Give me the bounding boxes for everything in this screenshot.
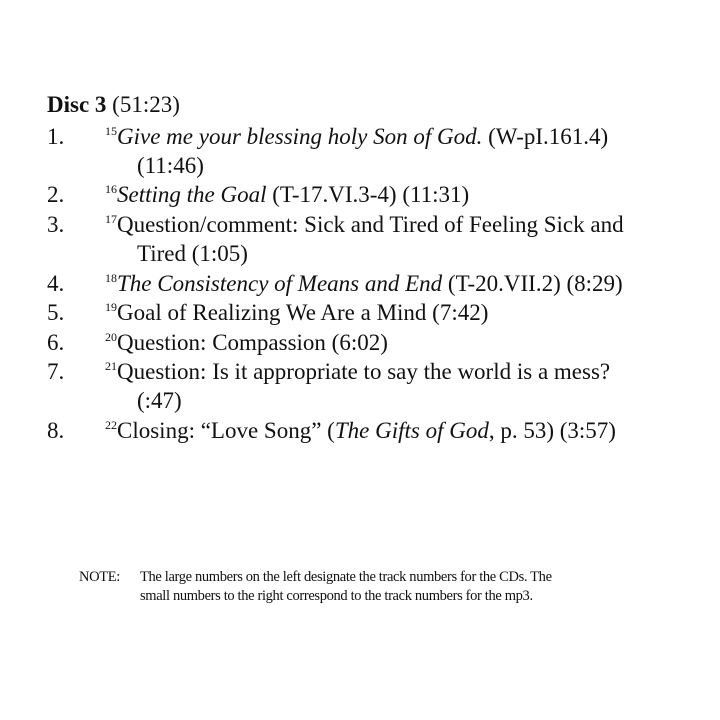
track-title: Give me your blessing holy Son of God. — [117, 124, 483, 149]
track-reference: (W-pI.161.4) — [482, 124, 609, 149]
footnote — [79, 568, 552, 606]
footnote-line-1 — [79, 568, 552, 587]
mp3-track-number: 21 — [105, 359, 117, 373]
mp3-track-number: 17 — [105, 212, 117, 226]
track-continuation: Tired (1:05) — [137, 241, 248, 266]
cd-track-number: 3. — [47, 212, 65, 237]
track-text — [105, 357, 695, 386]
mp3-track-number: 16 — [105, 182, 117, 196]
note-text-1: The large numbers on the left designate the track numbers for the CDs. The — [140, 569, 552, 585]
cd-track-number: 2. — [47, 182, 65, 207]
track-title: The Gifts of God — [334, 418, 489, 443]
track-continuation: (:47) — [137, 388, 182, 413]
track-title: Question: Compassion (6:02) — [117, 330, 388, 355]
track-text — [105, 122, 695, 151]
track-reference: (T-20.VII.2) (8:29) — [442, 271, 623, 296]
track-title: The Consistency of Means and End — [117, 271, 443, 296]
note-label: NOTE: — [79, 569, 120, 585]
cd-track-number: 1. — [47, 124, 65, 149]
mp3-track-number: 18 — [105, 271, 117, 285]
track-suffix: , p. 53) (3:57) — [488, 418, 616, 443]
track-text — [105, 416, 695, 445]
track-title: Goal of Realizing We Are a Mind (7:42) — [117, 300, 489, 325]
mp3-track-number: 15 — [105, 124, 117, 138]
disc-duration: (51:23) — [112, 92, 180, 117]
track-title: Question/comment: Sick and Tired of Feeling Sick and — [117, 212, 624, 237]
track-reference: (T-17.VI.3-4) (11:31) — [266, 182, 470, 207]
cd-track-number: 7. — [47, 359, 65, 384]
mp3-track-number: 22 — [105, 418, 117, 432]
track-text — [105, 328, 695, 357]
track-text — [105, 298, 695, 327]
track-text — [105, 180, 695, 209]
cd-track-number: 4. — [47, 271, 65, 296]
track-text — [105, 269, 695, 298]
disc-heading — [47, 90, 180, 120]
mp3-track-number: 19 — [105, 300, 117, 314]
track-prefix: Closing: “Love Song” ( — [117, 418, 335, 443]
disc-label: Disc 3 — [47, 92, 107, 117]
cd-track-number: 6. — [47, 330, 65, 355]
cd-track-number: 8. — [47, 418, 65, 443]
cd-track-number: 5. — [47, 300, 65, 325]
track-title: Setting the Goal — [117, 182, 267, 207]
note-text-2: small numbers to the right correspond to the track numbers for the mp3. — [140, 588, 533, 604]
track-title: Question: Is it appropriate to say the world is a mess? — [117, 359, 611, 384]
track-text — [105, 210, 695, 239]
mp3-track-number: 20 — [105, 330, 117, 344]
track-continuation: (11:46) — [137, 153, 204, 178]
